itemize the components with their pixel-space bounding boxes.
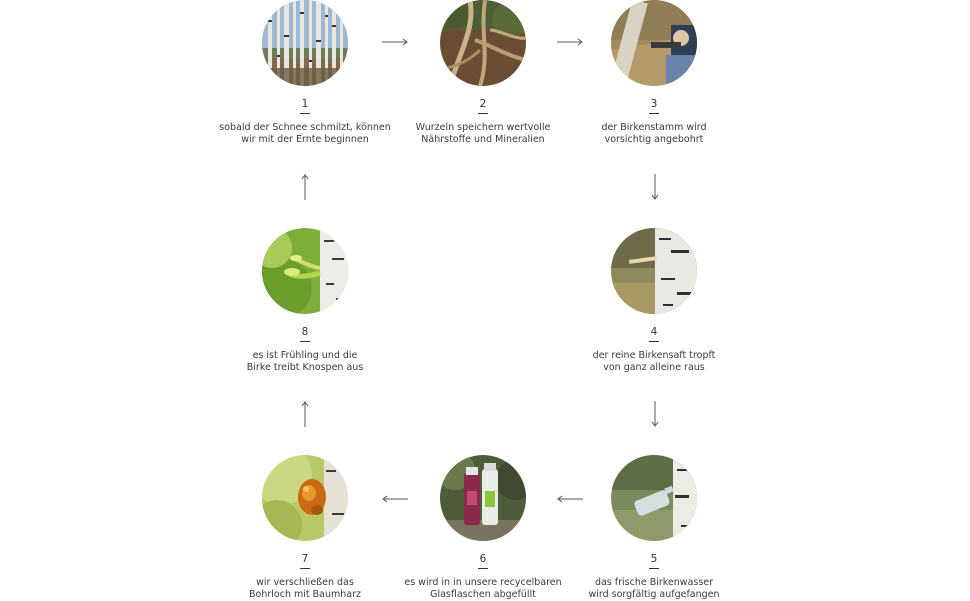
step-caption-line1: der Birkenstamm wird (601, 122, 707, 133)
step-caption-line2: wir mit der Ernte beginnen (241, 134, 369, 145)
step-7 (205, 455, 405, 601)
step-8 (205, 228, 405, 374)
step-number: 6 (479, 553, 487, 565)
step-6 (383, 455, 583, 601)
divider (649, 113, 659, 114)
arrow-down-icon (650, 174, 660, 200)
step-number: 7 (301, 553, 309, 565)
step-caption-line1: das frische Birkenwasser (594, 577, 714, 588)
step-caption-line2: Birke treibt Knospen aus (246, 362, 364, 373)
divider (649, 341, 659, 342)
step-caption-line1: es ist Frühling und die (252, 350, 358, 361)
birch-forest-photo (262, 0, 348, 86)
arrow-right-icon (382, 37, 408, 47)
arrow-right-icon (557, 37, 583, 47)
collection-bottle-photo (611, 455, 697, 541)
sap-tap-photo (611, 228, 697, 314)
step-caption-line2: wird sorgfältig aufgefangen (588, 589, 720, 600)
bottles-photo (440, 455, 526, 541)
arrow-up-icon (300, 401, 310, 427)
step-3 (554, 0, 754, 146)
divider (300, 341, 310, 342)
step-number: 2 (479, 98, 487, 110)
step-number: 4 (650, 326, 658, 338)
step-number: 1 (301, 98, 309, 110)
step-caption-line2: Bohrloch mit Baumharz (249, 589, 361, 600)
arrow-down-icon (650, 401, 660, 427)
arrow-left-icon (557, 494, 583, 504)
step-4 (554, 228, 754, 374)
step-1 (205, 0, 405, 146)
drilling-photo (611, 0, 697, 86)
arrow-left-icon (382, 494, 408, 504)
step-caption-line1: wir verschließen das (256, 577, 354, 588)
roots-photo (440, 0, 526, 86)
step-caption-line1: es wird in in unsere recycelbaren (404, 577, 562, 588)
resin-photo (262, 455, 348, 541)
step-number: 5 (650, 553, 658, 565)
step-caption-line2: von ganz alleine raus (603, 362, 705, 373)
divider (478, 568, 488, 569)
step-caption-line2: Nährstoffe und Mineralien (421, 134, 545, 145)
divider (300, 113, 310, 114)
step-number: 8 (301, 326, 309, 338)
arrow-up-icon (300, 174, 310, 200)
budding-birch-photo (262, 228, 348, 314)
step-2 (383, 0, 583, 146)
step-number: 3 (650, 98, 658, 110)
step-caption-line1: sobald der Schnee schmilzt, können (219, 122, 391, 133)
step-caption-line1: der reine Birkensaft tropft (592, 350, 716, 361)
divider (300, 568, 310, 569)
step-caption-line1: Wurzeln speichern wertvolle (415, 122, 551, 133)
step-caption-line2: Glasflaschen abgefüllt (430, 589, 536, 600)
step-caption-line2: vorsichtig angebohrt (604, 134, 704, 145)
step-5 (554, 455, 754, 601)
divider (478, 113, 488, 114)
divider (649, 568, 659, 569)
